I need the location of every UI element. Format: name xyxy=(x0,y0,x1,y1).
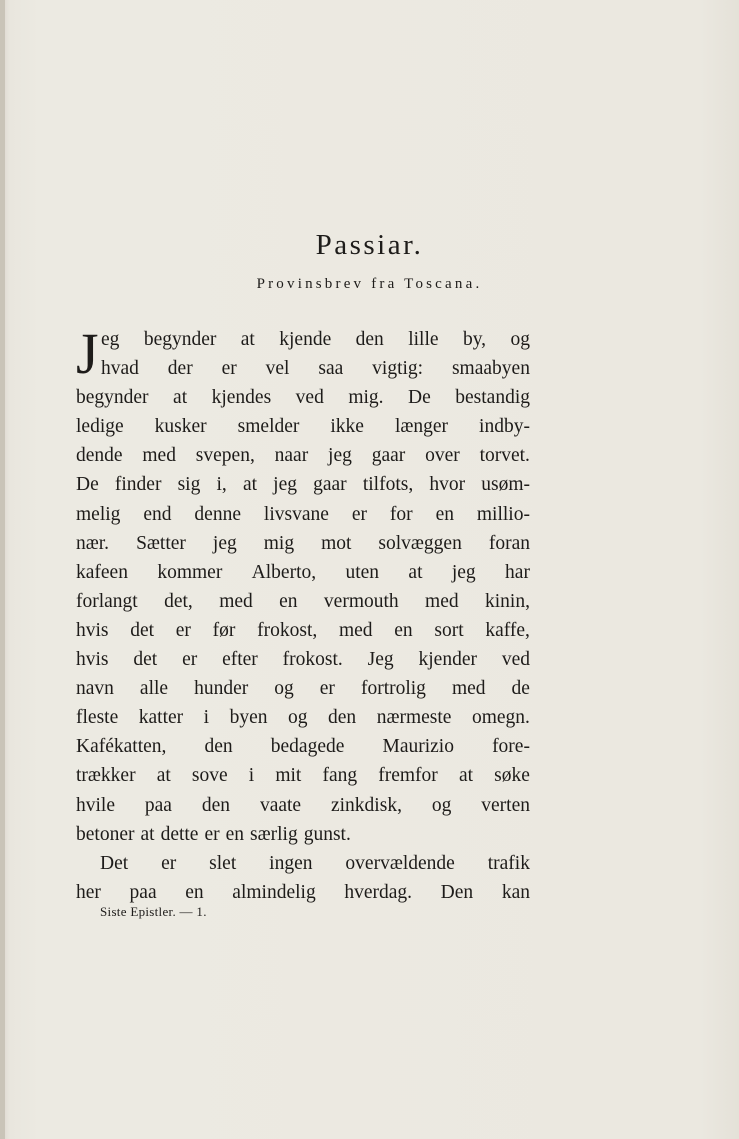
text-line: her paa en almindelig hverdag. Den kan xyxy=(76,881,530,903)
text-line: De finder sig i, at jeg gaar tilfots, hvor usøm- xyxy=(76,474,530,496)
page-footer-signature: Siste Epistler. — 1. xyxy=(100,904,207,919)
text-line: forlangt det, med en vermouth med kinin, xyxy=(76,590,530,612)
drop-cap: J xyxy=(76,321,99,386)
text-line: nær. Sætter jeg mig mot solvæggen foran xyxy=(76,532,530,554)
body-text xyxy=(76,321,530,907)
text-line: Det er slet ingen overvældende trafik xyxy=(100,852,530,874)
text-line: dende med svepen, naar jeg gaar over torvet. xyxy=(76,445,530,467)
text-line: betoner at dette er en særlig gunst. xyxy=(76,823,351,845)
text-line: hvad der er vel saa vigtig: smaabyen xyxy=(101,358,530,380)
text-line: fleste katter i byen og den nærmeste omegn. xyxy=(76,707,530,729)
text-line: ledige kusker smelder ikke længer indby- xyxy=(76,416,530,438)
text-line: trækker at sove i mit fang fremfor at søke xyxy=(76,765,530,787)
page-spine-edge xyxy=(0,0,5,1139)
text-line: melig end denne livsvane er for en millio- xyxy=(76,503,530,525)
text-line: begynder at kjendes ved mig. De bestandig xyxy=(76,387,530,409)
chapter-subtitle: Provinsbrev fra Toscana. xyxy=(256,276,483,292)
text-line: hvile paa den vaate zinkdisk, og verten xyxy=(76,794,530,816)
chapter-title: Passiar. xyxy=(315,229,424,261)
text-line: hvis det er før frokost, med en sort kaffe, xyxy=(76,619,530,641)
text-line: Kafékatten, den bedagede Maurizio fore- xyxy=(76,736,530,758)
text-line: hvis det er efter frokost. Jeg kjender ved xyxy=(76,649,530,671)
text-line: navn alle hunder og er fortrolig med de xyxy=(76,678,530,700)
text-line: eg begynder at kjende den lille by, og xyxy=(101,329,530,350)
text-line: kafeen kommer Alberto, uten at jeg har xyxy=(76,561,530,583)
